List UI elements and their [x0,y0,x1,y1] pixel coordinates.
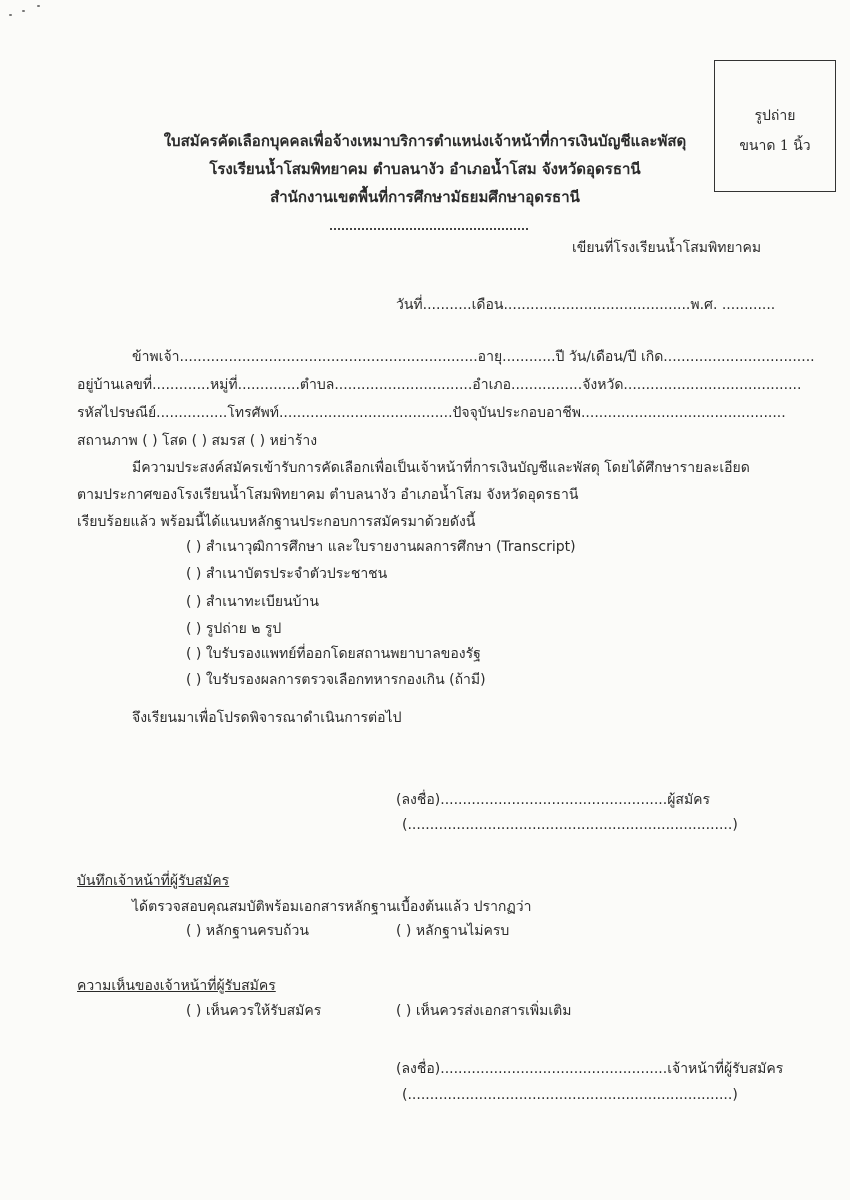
attachment-item: ( ) รูปถ่าย ๒ รูป [186,621,282,637]
officer-record-heading: บันทึกเจ้าหน้าที่ผู้รับสมัคร [77,873,230,889]
attachment-item: ( ) สำเนาบัตรประจำตัวประชาชน [186,566,388,582]
opinion-option-accept: ( ) เห็นควรให้รับสมัคร [186,1003,322,1019]
opinion-option-more-docs: ( ) เห็นควรส่งเอกสารเพิ่มเติม [396,1003,572,1019]
form-title: ใบสมัครคัดเลือกบุคคลเพื่อจ้างเหมาบริการตำแหน่งเจ้าหน้าที่การเงินบัญชีและพัสดุ [163,132,687,150]
date-line: วันที่...........เดือน..........................................พ.ศ. ............ [396,297,776,313]
record-option-incomplete: ( ) หลักฐานไม่ครบ [396,923,510,939]
applicant-signature-line: (ลงชื่อ)...................................................ผู้สมัคร [396,792,711,808]
intent-line-2: ตามประกาศของโรงเรียนน้ำโสมพิทยาคม ตำบลนางัว อำเภอน้ำโสม จังหวัดอุดรธานี [77,487,579,503]
photo-box-size: ขนาด 1 นิ้ว [739,138,811,154]
record-option-complete: ( ) หลักฐานครบถ้วน [186,923,309,939]
scan-speck [9,14,12,16]
school-name: โรงเรียนน้ำโสมพิทยาคม ตำบลนางัว อำเภอน้ำโสม จังหวัดอุดรธานี [209,160,641,178]
personal-address-line: อยู่บ้านเลขที่.............หมู่ที่..............ตำบล...............................อำเภอ................จังหวัด........................................ [77,377,802,393]
officer-name-line: (.........................................................................) [402,1087,738,1103]
scan-speck [22,10,25,12]
attachment-item: ( ) ใบรับรองผลการตรวจเลือกทหารกองเกิน (ถ้ามี) [186,672,486,688]
attachment-item: ( ) ใบรับรองแพทย์ที่ออกโดยสถานพยาบาลของรัฐ [186,646,481,662]
office-name: สำนักงานเขตพื้นที่การศึกษามัธยมศึกษาอุดรธานี [270,188,580,206]
written-at: เขียนที่โรงเรียนน้ำโสมพิทยาคม [572,240,762,256]
officer-opinion-heading: ความเห็นของเจ้าหน้าที่ผู้รับสมัคร [77,978,276,994]
officer-record-text: ได้ตรวจสอบคุณสมบัติพร้อมเอกสารหลักฐานเบื้องต้นแล้ว ปรากฏว่า [132,899,532,915]
marital-status-line: สถานภาพ ( ) โสด ( ) สมรส ( ) หย่าร้าง [77,433,318,449]
personal-name-line: ข้าพเจ้า...................................................................อายุ............ปี วัน/เดือน/ปี เกิด.................................. [132,349,815,365]
intent-line-3: เรียบร้อยแล้ว พร้อมนี้ได้แนบหลักฐานประกอบการสมัครมาด้วยดังนี้ [77,514,476,530]
title-dotted-rule [330,228,528,230]
personal-contact-line: รหัสไปรษณีย์................โทรศัพท์.......................................ปัจจุบันประกอบอาชีพ.............................................. [77,405,786,421]
attachment-item: ( ) สำเนาทะเบียนบ้าน [186,594,319,610]
applicant-name-line: (.........................................................................) [402,817,738,833]
closing-text: จึงเรียนมาเพื่อโปรดพิจารณาดำเนินการต่อไป [132,710,402,726]
officer-signature-line: (ลงชื่อ)...................................................เจ้าหน้าที่ผู้รับสมัคร [396,1061,784,1077]
scan-speck [37,5,40,7]
photo-box-label: รูปถ่าย [754,108,796,124]
intent-line-1: มีความประสงค์สมัครเข้ารับการคัดเลือกเพื่อเป็นเจ้าหน้าที่การเงินบัญชีและพัสดุ โดยได้ศึกษารายละเอียด [132,460,750,476]
attachment-item: ( ) สำเนาวุฒิการศึกษา และใบรายงานผลการศึกษา (Transcript) [186,539,576,555]
